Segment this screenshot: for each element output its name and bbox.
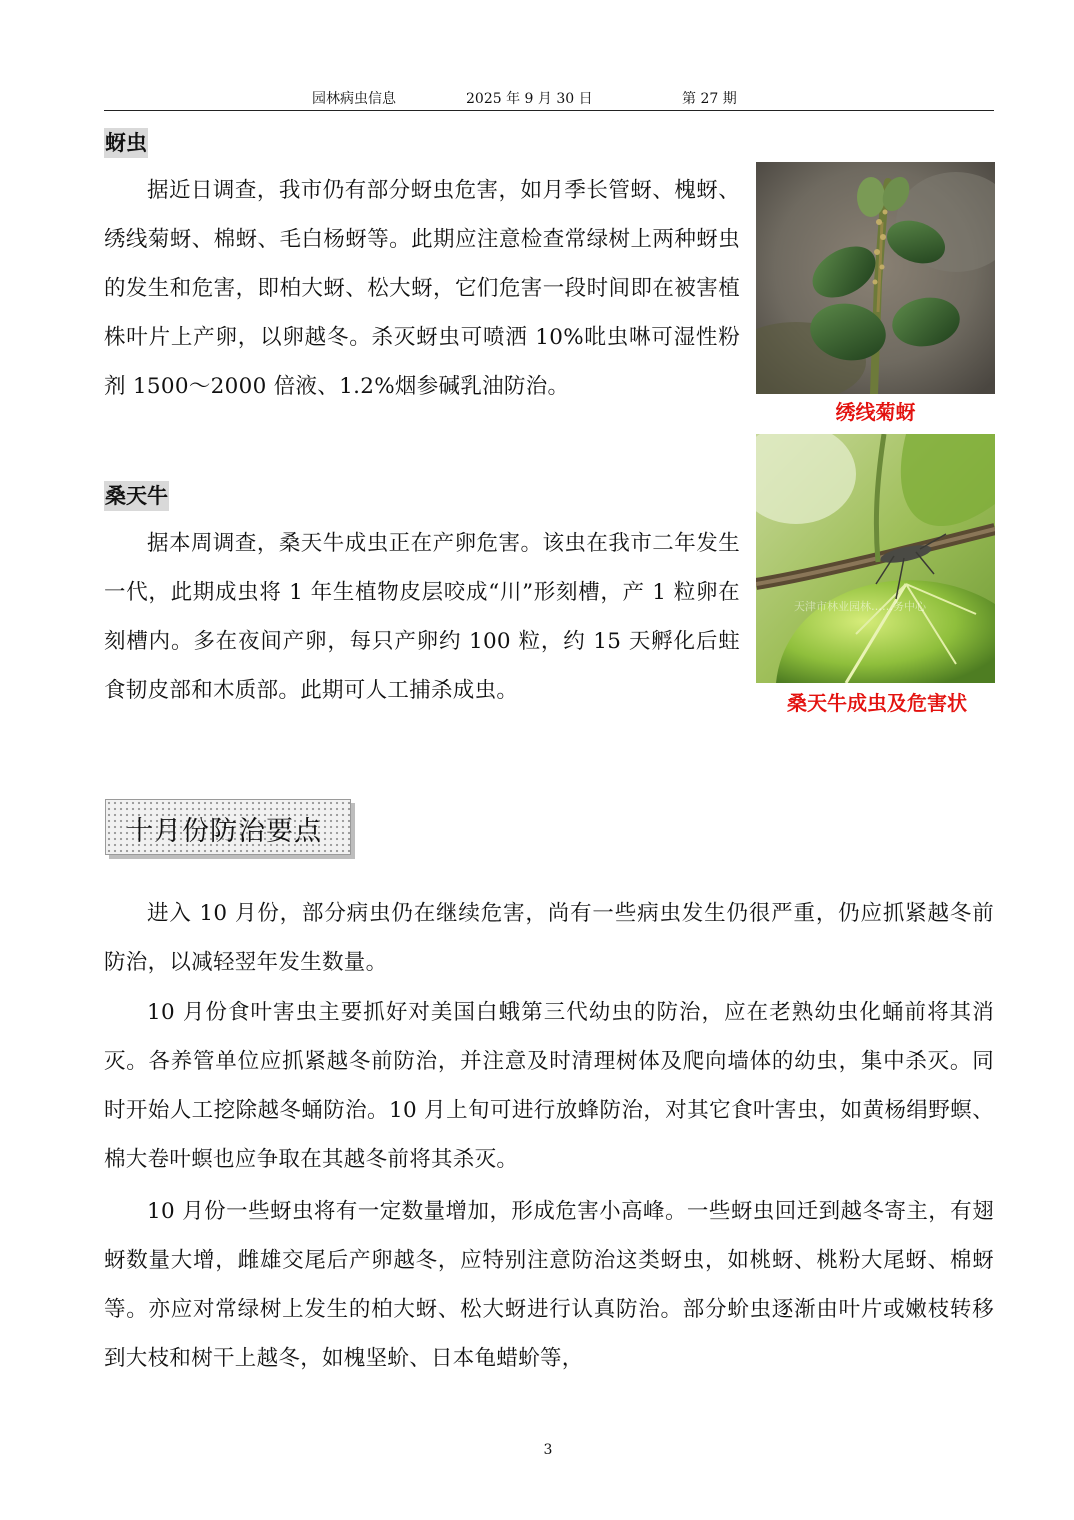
beetle-photo-image: [756, 434, 995, 683]
october-paragraph-1: 进入 10 月份，部分病虫仍在继续危害，尚有一些病虫发生仍很严重，仍应抓紧越冬前防治，以减轻翌年发生数量。: [104, 901, 994, 975]
october-paragraph-3: 10 月份一些蚜虫将有一定数量增加，形成危害小高峰。一些蚜虫回迁到越冬寄主，有翅蚜数量大增，雌雄交尾后产卵越冬，应特别注意防治这类蚜虫，如桃蚜、桃粉大尾蚜、棉蚜等。亦应对常绿树上发生的柏大蚜、松大蚜进行认真防治。部分蚧虫逐渐由叶片或嫩枝转移到大枝和树干上越冬，如槐坚蚧、日本龟蜡蚧等，: [104, 1199, 994, 1371]
aphid-photo: [756, 162, 995, 394]
running-header: [104, 90, 994, 111]
photo-watermark: 天津市林业园林……务中心: [794, 600, 926, 613]
beetle-photo: [756, 434, 995, 683]
paragraph-beetle: 据本周调查，桑天牛成虫正在产卵危害。该虫在我市二年发生一代，此期成虫将 1 年生植物皮层咬成“川”形刻槽，产 1 粒卵在刻槽内。多在夜间产卵，每只产卵约 100 粒，约 15 天孵化后蛀食韧皮部和木质部。此期可人工捕杀成虫。: [104, 531, 740, 703]
beetle-photo-caption: 桑天牛成虫及危害状: [787, 691, 967, 715]
october-banner: [105, 799, 351, 855]
header-title: 园林病虫信息: [312, 91, 396, 107]
october-banner-title: 十月份防治要点: [126, 816, 322, 847]
section-heading-beetle: 桑天牛: [104, 481, 169, 511]
october-paragraph-2: 10 月份食叶害虫主要抓好对美国白蛾第三代幼虫的防治，应在老熟幼虫化蛹前将其消灭。各养管单位应抓紧越冬前防治，并注意及时清理树体及爬向墙体的幼虫，集中杀灭。同时开始人工挖除越冬蛹防治。10 月上旬可进行放蜂防治，对其它食叶害虫，如黄杨绢野螟、棉大卷叶螟也应争取在其越冬前将其杀灭。: [104, 1000, 994, 1172]
aphid-photo-caption: 绣线菊蚜: [835, 400, 916, 424]
header-issue: 第 27 期: [682, 91, 737, 107]
aphid-photo-image: [756, 162, 995, 394]
paragraph-aphid: 据近日调查，我市仍有部分蚜虫危害，如月季长管蚜、槐蚜、绣线菊蚜、棉蚜、毛白杨蚜等。此期应注意检查常绿树上两种蚜虫的发生和危害，即柏大蚜、松大蚜，它们危害一段时间即在被害植株叶片上产卵，以卵越冬。杀灭蚜虫可喷洒 10%吡虫啉可湿性粉剂 1500～2000 倍液、1.2%烟参碱乳油防治。: [104, 178, 740, 399]
header-date: 2025 年 9 月 30 日: [466, 91, 593, 107]
page-number: 3: [543, 1442, 553, 1458]
section-heading-aphid: 蚜虫: [104, 128, 148, 158]
